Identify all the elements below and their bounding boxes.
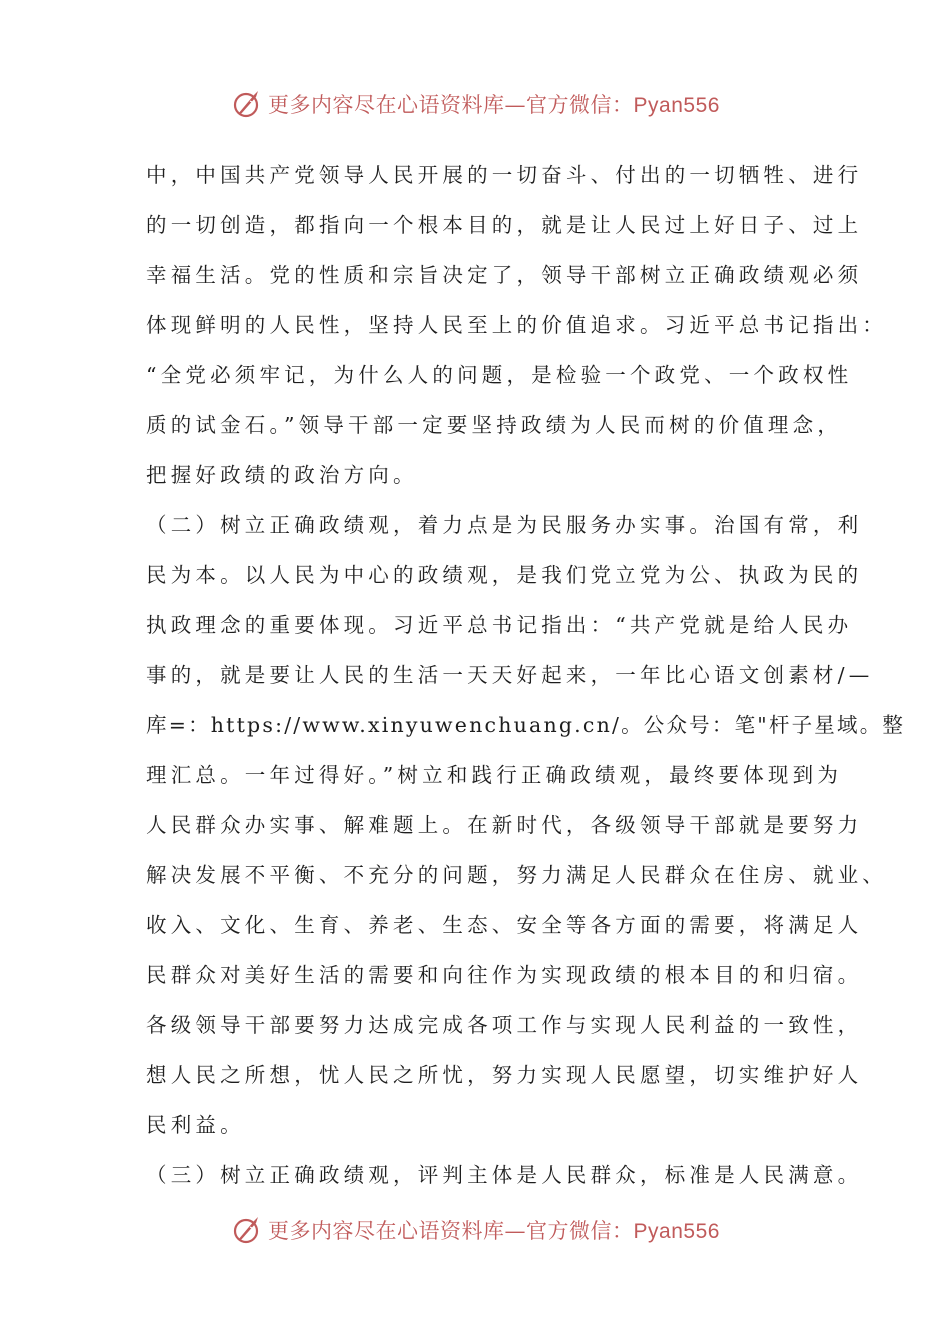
body-line: 收入、文化、生育、养老、生态、安全等各方面的需要，将满足人: [146, 913, 863, 937]
body-line: 事的，就是要让人民的生活一天天好起来，一年比心语文创素材/—: [146, 663, 874, 687]
body-line: （三）树立正确政绩观，评判主体是人民群众，标准是人民满意。: [146, 1163, 863, 1187]
body-line: 理汇总。一年过得好。”树立和践行正确政绩观，最终要体现到为: [146, 763, 843, 787]
footer-banner: [0, 1210, 950, 1250]
body-line: 体现鲜明的人民性，坚持人民至上的价值追求。习近平总书记指出：: [146, 313, 887, 337]
footer-wechat-id: Pyan556: [633, 1220, 720, 1243]
body-line: 中，中国共产党领导人民开展的一切奋斗、付出的一切牺牲、进行: [146, 163, 863, 187]
body-line: 民群众对美好生活的需要和向往作为实现政绩的根本目的和归宿。: [146, 963, 863, 987]
body-line: 的一切创造，都指向一个根本目的，就是让人民过上好日子、过上: [146, 213, 863, 237]
header-wechat-id: Pyan556: [633, 94, 720, 117]
body-line: 解决发展不平衡、不充分的问题，努力满足人民群众在住房、就业、: [146, 863, 887, 887]
body-line: 民为本。以人民为中心的政绩观，是我们党立党为公、执政为民的: [146, 563, 863, 587]
body-line: （二）树立正确政绩观，着力点是为民服务办实事。治国有常，利: [146, 513, 863, 537]
body-line: 把握好政绩的政治方向。: [146, 463, 418, 487]
document-body: [146, 150, 906, 1200]
header-banner-text: 更多内容尽在心语资料库—官方微信：Pyan556: [268, 93, 720, 117]
body-line: 库=：https://www.xinyuwenchuang.cn/。公众号：笔"杆子星域。整: [146, 713, 906, 737]
body-line: 想人民之所想，忧人民之所忧，努力实现人民愿望，切实维护好人: [146, 1063, 863, 1087]
body-line: 各级领导干部要努力达成完成各项工作与实现人民利益的一致性，: [146, 1013, 863, 1037]
header-banner: [0, 84, 950, 124]
body-line: “全党必须牢记，为什么人的问题，是检验一个政党、一个政权性: [146, 363, 853, 387]
body-line: 幸福生活。党的性质和宗旨决定了，领导干部树立正确政绩观必须: [146, 263, 863, 287]
quill-pen-circle-icon: [230, 1213, 264, 1247]
body-line: 人民群众办实事、解难题上。在新时代，各级领导干部就是要努力: [146, 813, 863, 837]
quill-pen-circle-icon: [230, 87, 264, 121]
footer-banner-text: 更多内容尽在心语资料库—官方微信：Pyan556: [268, 1219, 720, 1243]
body-line: 民利益。: [146, 1113, 245, 1137]
body-line: 质的试金石。”领导干部一定要坚持政绩为人民而树的价值理念，: [146, 413, 843, 437]
body-line: 执政理念的重要体现。习近平总书记指出：“共产党就是给人民办: [146, 613, 853, 637]
